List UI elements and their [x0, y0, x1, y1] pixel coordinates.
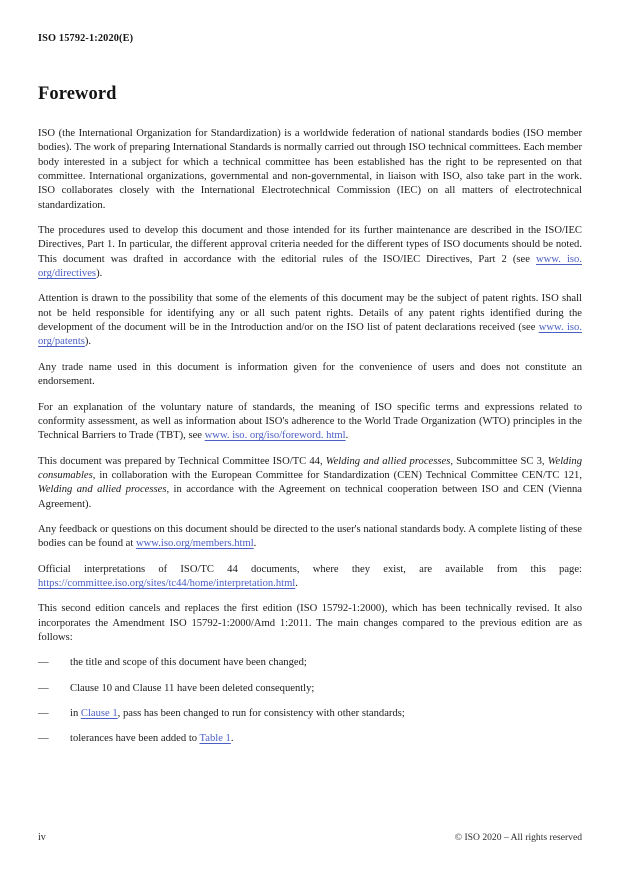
paragraph-second-edition — [38, 602, 582, 645]
link-iso-foreword[interactable]: www. iso. org/iso/foreword. html — [204, 430, 346, 442]
paragraph-text-tail: ). — [84, 336, 92, 348]
paragraph-text: Attention is drawn to the possibility that some of the elements of this document may be the subject of patent rights. ISO shall not be held responsible for identifying any or all such patent rights. Details of any patent rights identified during the development of the document will be in the Introduction and/or on the ISO list of patent declarations received (see — [38, 293, 582, 334]
list-item-text: the title and scope of this document have been changed; — [70, 657, 307, 669]
dash-bullet: — — [38, 682, 49, 694]
italic-welding-consumables: Welding consumables — [38, 455, 583, 481]
paragraph-text-tail: . — [253, 538, 257, 550]
list-item — [38, 732, 582, 746]
italic-welding-allied-processes-2: Welding and allied processes — [38, 484, 167, 496]
italic-welding-allied-processes-1: Welding and allied processes — [325, 455, 451, 467]
paragraph-feedback — [38, 523, 582, 552]
running-head: ISO 15792-1:2020(E) — [38, 33, 134, 44]
link-table-1[interactable]: Table 1 — [199, 733, 231, 745]
changes-list — [38, 656, 582, 746]
paragraph-text-tail: ). — [96, 268, 103, 280]
paragraph-technical-committee — [38, 455, 582, 512]
link-tc44-interpretation[interactable]: https://committee.iso.org/sites/tc44/home/interpretation.html — [38, 577, 296, 589]
list-item — [38, 707, 582, 721]
list-item-text-tail: . — [230, 733, 234, 745]
list-item-text: Clause 10 and Clause 11 have been deleted consequently; — [70, 682, 315, 694]
paragraph-text-tail: , in accordance with the Agreement on technical cooperation between ISO and CEN (Vienna Agreement). — [38, 484, 582, 510]
link-iso-members[interactable]: www.iso.org/members.html — [135, 538, 254, 550]
paragraph-text: This document was prepared by Technical Committee ISO/TC 44, — [38, 455, 326, 467]
link-clause-1[interactable]: Clause 1 — [80, 708, 118, 719]
dash-bullet: — — [38, 657, 49, 669]
list-item-text-tail: , pass has been changed to run for consistency with other standards; — [117, 708, 405, 719]
dash-bullet: — — [38, 733, 49, 745]
page-content — [38, 84, 582, 758]
paragraph-patent-rights — [38, 292, 582, 349]
paragraph-procedures — [38, 224, 582, 281]
paragraph-text: , in collaboration with the European Committee for Standardization (CEN) Technical Committee CEN/TC 121, — [92, 469, 582, 481]
page-title: Foreword — [38, 84, 117, 104]
page-number: iv — [38, 832, 46, 843]
copyright-notice: © ISO 2020 – All rights reserved — [454, 832, 582, 843]
paragraph-text: This second edition cancels and replaces the first edition (ISO 15792-1:2000), which has been technically revised. It also incorporates the Amendment ISO 15792-1:2000/Amd 1:2011. The main changes compared to the previous edition are as follows: — [38, 603, 582, 643]
list-item-text: in — [70, 708, 81, 719]
paragraph-text: ISO (the International Organization for Standardization) is a worldwide federation of national standards bodies (ISO member bodies). The work of preparing International Standards is normally carried out through ISO technical committees. Each member body interested in a subject for which a technical committee has been established has the right to be represented on that committee. International organizations, governmental and non-governmental, in liaison with ISO, also take part in the work. ISO collaborates closely with the International Electrotechnical Commission (IEC) on all matters of electrotechnical standardization. — [38, 128, 582, 211]
link-iso-directives[interactable]: www. iso. org/directives — [38, 253, 582, 280]
paragraph-text: For an explanation of the voluntary nature of standards, the meaning of ISO specific terms and expressions related to conformity assessment, as well as information about ISO's adherence to the World Trade Organization (WTO) principles in the Technical Barriers to Trade (TBT), see — [38, 401, 582, 442]
paragraph-text: Any trade name used in this document is information given for the convenience of users and does not constitute an endorsement. — [38, 361, 582, 388]
paragraph-voluntary-nature — [38, 401, 582, 444]
paragraph-text: , Subcommittee SC 3, — [450, 455, 548, 467]
paragraph-text-tail: . — [295, 577, 298, 589]
dash-bullet: — — [38, 708, 49, 719]
page-footer — [38, 832, 582, 846]
list-item — [38, 656, 582, 670]
link-iso-patents[interactable]: www. iso. org/patents — [38, 322, 582, 348]
paragraph-text-tail: . — [345, 430, 349, 442]
list-item — [38, 682, 582, 696]
list-item-text: tolerances have been added to — [70, 733, 200, 745]
paragraph-text: Official interpretations of ISO/TC 44 documents, where they exist, are available from this page: — [38, 563, 582, 575]
paragraph-text: Any feedback or questions on this document should be directed to the user's national standards body. A complete listing of these bodies can be found at — [38, 523, 582, 550]
paragraph-official-interpretations — [38, 563, 582, 592]
paragraph-iso-intro — [38, 127, 582, 213]
paragraph-text: The procedures used to develop this document and those intended for its further maintenance are described in the ISO/IEC Directives, Part 1. In particular, the different approval criteria needed for the different types of ISO documents should be noted. This document was drafted in accordance with the editorial rules of the ISO/IEC Directives, Part 2 (see — [38, 225, 582, 265]
paragraph-trade-name — [38, 361, 582, 390]
